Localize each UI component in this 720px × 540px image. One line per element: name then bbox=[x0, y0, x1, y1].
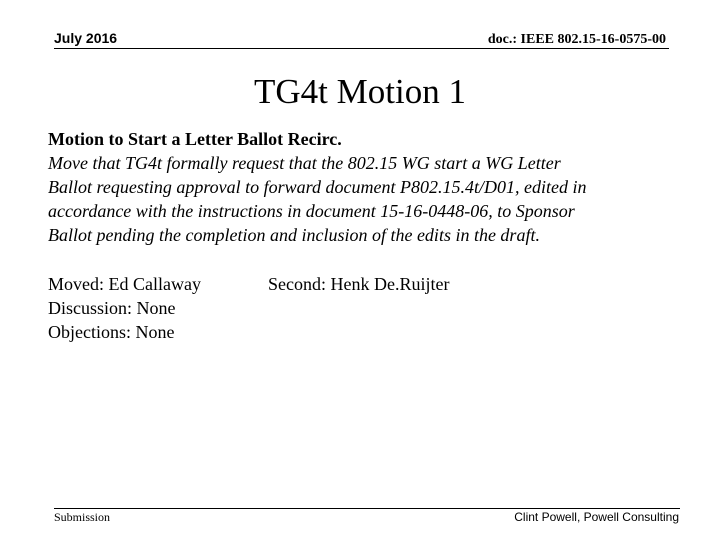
motion-line: accordance with the instructions in document 15-16-0448-06, to Sponsor bbox=[48, 201, 575, 221]
header-doc-id: doc.: IEEE 802.15-16-0575-00 bbox=[487, 32, 666, 47]
motion-heading: Motion to Start a Letter Ballot Recirc. bbox=[48, 129, 342, 149]
slide-title: TG4t Motion 1 bbox=[254, 72, 466, 111]
footer-submission: Submission bbox=[54, 510, 111, 524]
discussion: Discussion: None bbox=[48, 298, 176, 318]
motion-text bbox=[48, 151, 688, 247]
header-date: July 2016 bbox=[54, 30, 118, 46]
vote-records bbox=[48, 272, 201, 344]
motion-block bbox=[48, 127, 688, 247]
motion-line: Ballot pending the completion and inclusion of the edits in the draft. bbox=[48, 225, 540, 245]
motion-line: Move that TG4t formally request that the 802.15 WG start a WG Letter bbox=[48, 153, 561, 173]
moved-by: Moved: Ed Callaway bbox=[48, 274, 201, 294]
footer-author: Clint Powell, Powell Consulting bbox=[514, 510, 679, 524]
header-divider bbox=[54, 48, 669, 49]
motion-line: Ballot requesting approval to forward document P802.15.4t/D01, edited in bbox=[48, 177, 587, 197]
seconded-by: Second: Henk De.Ruijter bbox=[268, 274, 450, 294]
objections: Objections: None bbox=[48, 322, 175, 342]
footer-divider bbox=[54, 508, 680, 509]
